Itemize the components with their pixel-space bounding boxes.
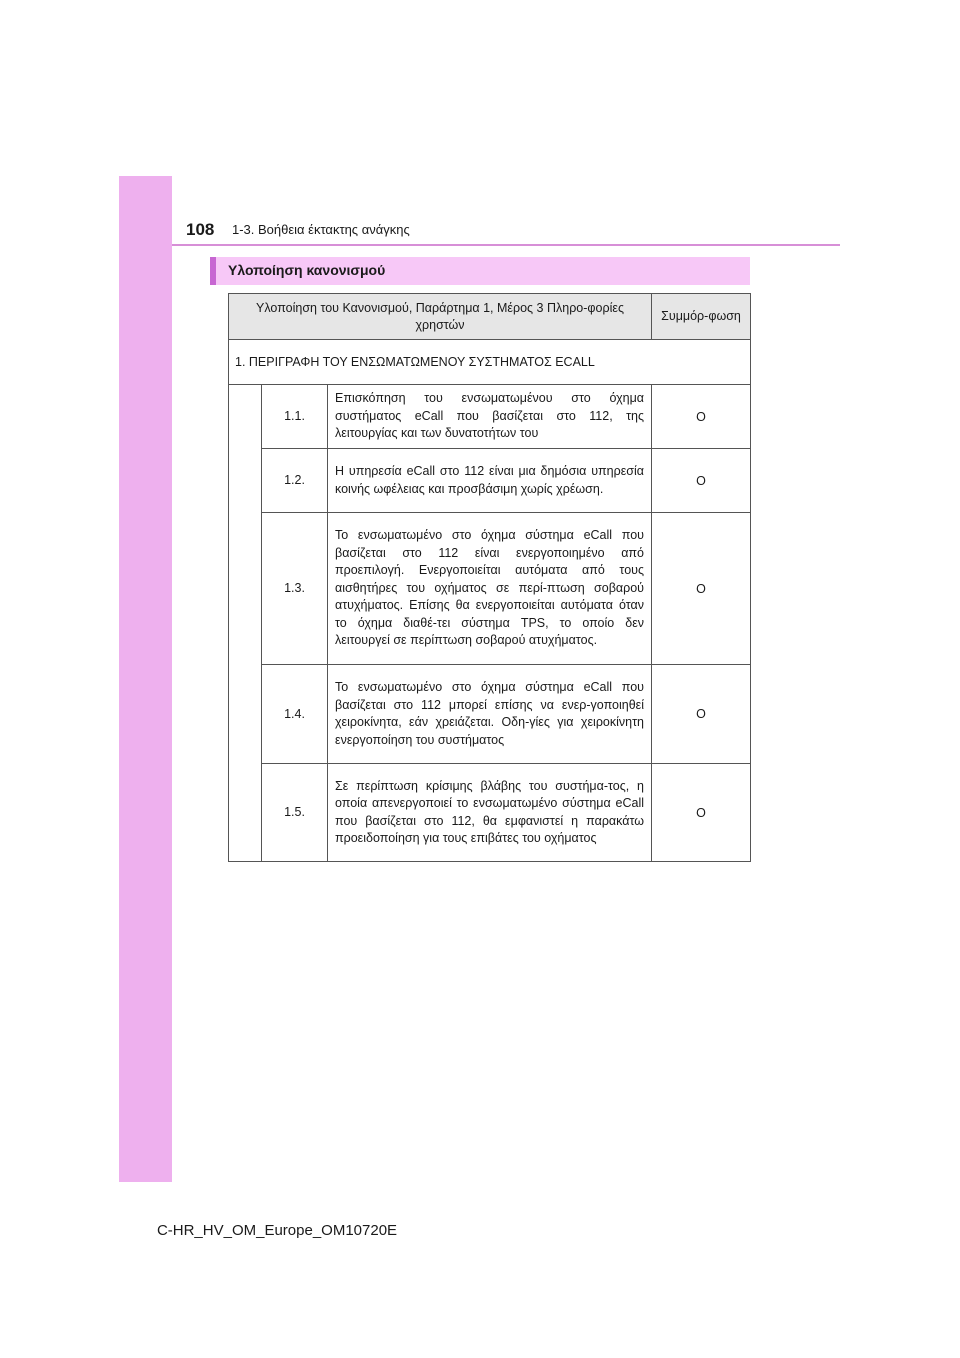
table-header-row — [229, 294, 751, 340]
row-compliance-mark: O — [652, 764, 751, 862]
table-row — [229, 513, 751, 665]
regulation-table — [228, 293, 751, 862]
row-compliance-mark: O — [652, 513, 751, 665]
table-section-title: 1. ΠΕΡΙΓΡΑΦΗ ΤΟΥ ΕΝΣΩΜΑΤΩΜΕΝΟΥ ΣΥΣΤΗΜΑΤΟΣ ECALL — [229, 340, 751, 385]
table-row — [229, 665, 751, 764]
row-text: Η υπηρεσία eCall στο 112 είναι μια δημόσια υπηρεσία κοινής ωφέλειας και προσβάσιμη χωρίς χρέωση. — [328, 449, 652, 513]
row-number: 1.5. — [262, 764, 328, 862]
header-divider — [172, 244, 840, 246]
table-row — [229, 764, 751, 862]
row-number: 1.1. — [262, 385, 328, 449]
chapter-title: 1-3. Βοήθεια έκτακτης ανάγκης — [232, 222, 410, 237]
section-heading — [210, 257, 750, 285]
row-text: Σε περίπτωση κρίσιμης βλάβης του συστήμα-τος, η οποία απενεργοποιεί το ενσωματωμένο σύστημα eCall που βασίζεται στο 112, θα εμφανιστεί η παρακάτω προειδοποίηση για τους επιβάτες του οχήματος — [328, 764, 652, 862]
page-number: 108 — [186, 220, 215, 239]
document-code: C-HR_HV_OM_Europe_OM10720E — [156, 1222, 398, 1239]
table-header-compliance: Συμμόρ-φωση — [652, 294, 751, 340]
row-compliance-mark: O — [652, 385, 751, 449]
row-compliance-mark: O — [652, 665, 751, 764]
row-number: 1.3. — [262, 513, 328, 665]
table-indent-cell — [229, 385, 262, 862]
table-section-row — [229, 340, 751, 385]
table-row — [229, 449, 751, 513]
row-compliance-mark: O — [652, 449, 751, 513]
row-text: Το ενσωματωμένο στο όχημα σύστημα eCall που βασίζεται στο 112 είναι ενεργοποιημένο από προεπιλογή. Ενεργοποιείται αυτόματα από τους αισθητήρες του οχήματος σε περί-πτωση σοβαρού ατυχήματος. Επίσης θα ενεργοποιείται αυτόματα όταν το όχημα διαθέ-τει σύστημα TPS, το οποίο δεν λειτουργεί σε περίπτωση σοβαρού ατυχήματος. — [328, 513, 652, 665]
chapter-side-tab — [119, 176, 172, 1182]
section-heading-text: Υλοποίηση κανονισμού — [228, 262, 386, 278]
row-text: Επισκόπηση του ενσωματωμένου στο όχημα συστήματος eCall που βασίζεται στο 112, της λειτουργίας και των δυνατοτήτων του — [328, 385, 652, 449]
table-header-description: Υλοποίηση του Κανονισμού, Παράρτημα 1, Μέρος 3 Πληρο-φορίες χρηστών — [229, 294, 652, 340]
row-number: 1.2. — [262, 449, 328, 513]
table-row — [229, 385, 751, 449]
row-text: Το ενσωματωμένο στο όχημα σύστημα eCall που βασίζεται στο 112 μπορεί επίσης να ενερ-γοποιηθεί χειροκίνητα, εάν χρειάζεται. Οδη-γίες για χειροκίνητη ενεργοποίηση του συστήματος — [328, 665, 652, 764]
row-number: 1.4. — [262, 665, 328, 764]
